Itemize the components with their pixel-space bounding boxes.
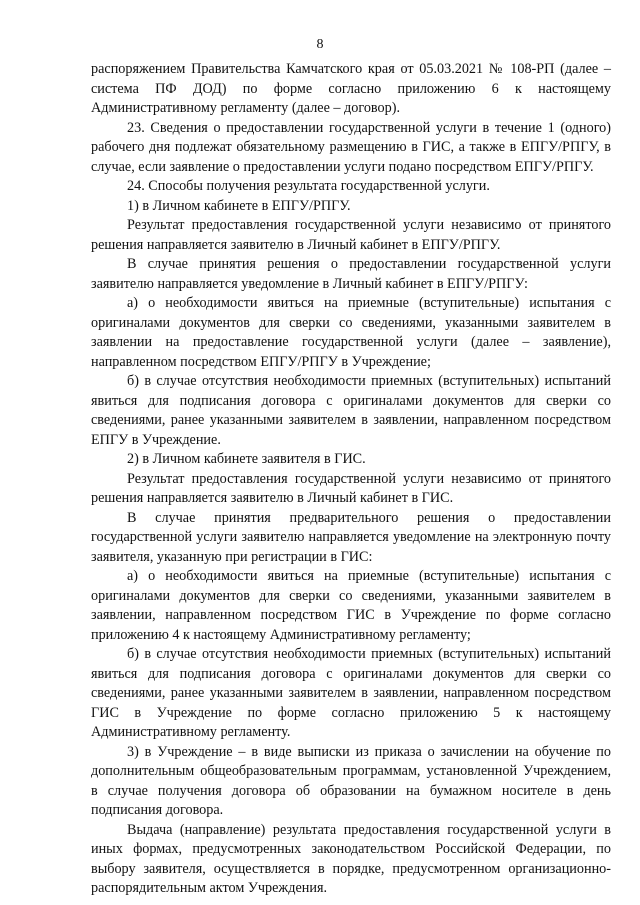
document-body — [91, 60, 611, 899]
paragraph-item-b-gis: б) в случае отсутствия необходимости приемных (вступительных) испытаний явиться для подписания договора с оригиналами документов для сверки со сведениями, ранее указанными заявителем в заявлении, направленном посредством ГИС в Учреждение по форме согласно приложению 5 к настоящему Административному регламенту. — [91, 646, 611, 740]
paragraph-method-3: 3) в Учреждение – в виде выписки из приказа о зачислении на обучение по дополнительным общеобразовательным программам, установленной Учреждением, в случае получения договора об образовании на бумажном носителе в день подписания договора. — [91, 743, 611, 818]
paragraph-method-1: 1) в Личном кабинете в ЕПГУ/РПГУ. — [127, 197, 351, 214]
paragraph-item-b-epgu: б) в случае отсутствия необходимости приемных (вступительных) испытаний явиться для подписания договора с оригиналами документов для сверки со сведениями, ранее указанными заявителем в заявлении, направленном посредством ЕПГУ в Учреждение. — [91, 373, 611, 448]
paragraph-method-2: 2) в Личном кабинете заявителя в ГИС. — [127, 451, 366, 467]
paragraph-item-a-gis: а) о необходимости явиться на приемные (вступительные) испытания с оригиналами документов для сверки со сведениями, указанными заявителем в заявлении, направленном посредством ГИС в Учреждение по форме согласно приложению 4 к настоящему Административному регламенту; — [91, 568, 611, 643]
paragraph-24: 24. Способы получения результата государственной услуги. — [127, 178, 490, 194]
paragraph-notice-epgu: В случае принятия решения о предоставлении государственной услуги заявителю направляется уведомление в Личный кабинет в ЕПГУ/РПГУ: — [91, 256, 611, 292]
paragraph-result-gis: Результат предоставления государственной услуги независимо от принятого решения направляется заявителю в Личный кабинет в ГИС. — [91, 470, 611, 506]
paragraph-notice-gis: В случае принятия предварительного решения о предоставлении государственной услуги заявителю направляется уведомление на электронную почту заявителя, указанную при регистрации в ГИС: — [91, 509, 611, 565]
paragraph-23: 23. Сведения о предоставлении государственной услуги в течение 1 (одного) рабочего дня подлежат обязательному размещению в ГИС, а также в ЕПГУ/РПГУ, в случае, если заявление о предоставлении услуги подано посредством ЕПГУ/РПГУ. — [91, 119, 611, 175]
page-number: 8 — [316, 37, 324, 52]
paragraph-continuation: распоряжением Правительства Камчатского края от 05.03.2021 № 108-РП (далее – система ПФ ДОД) по форме согласно приложению 6 к настоящему Административному регламенту (далее – договор). — [91, 61, 611, 116]
paragraph-result-epgu: Результат предоставления государственной услуги независимо от принятого решения направляется заявителю в Личный кабинет в ЕПГУ/РПГУ. — [91, 217, 611, 253]
paragraph-item-a-epgu: а) о необходимости явиться на приемные (вступительные) испытания с оригиналами документов для сверки со сведениями, указанными заявителем в заявлении на предоставление государственной услуги (далее – заявление), направленном посредством ЕПГУ/РПГУ в Учреждение; — [91, 295, 611, 370]
paragraph-other-forms: Выдача (направление) результата предоставления государственной услуги в иных формах, предусмотренных законодательством Российской Федерации, по выбору заявителя, осуществляется в порядке, предусмотренном организационно-распорядительным актом Учреждения. — [91, 821, 611, 896]
